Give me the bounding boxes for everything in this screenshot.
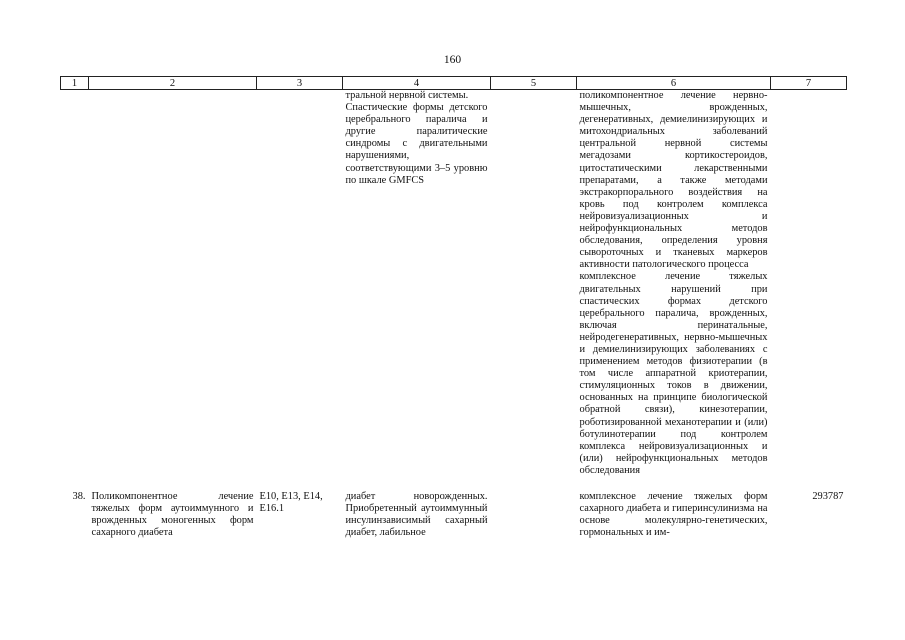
page-number: 160	[443, 54, 462, 66]
table-row-continued	[61, 90, 847, 478]
treatment-profile: Поликомпонентное лечение тяжелых форм аутоиммунного и врожденных моногенных форм сахарного диабета	[91, 491, 254, 539]
treatment-method: поликомпонентное лечение нервно-мышечных, врожденных, дегенеративных, демиелинизирующих и митохондриальных заболеваний центральной нервной системы мегадозами кортикостероидов, цитостатическими лекарственными препаратами, а также методами экстракорпорального воздействия на кровь под контролем комплекса нейровизуализационных и нейрофункциональных методов обследования, определения уровня сывороточных и тканевых маркеров активности патологического процесса комплексное лечение тяжелых двигательных нарушений при спастических формах детского церебрального паралича, врожденных, включая перинатальные, нейродегенеративных, нервно-мышечных и демиелинизирующих заболеваниях с применением методов физиотерапии (в том числе аппаратной криотерапии, стимуляционных токов в движении, основанных на принципе биологической обратной связи), кинезотерапии, роботизированной механотерапии и (или) ботулинотерапии под контролем комплекса нейровизуализационных и (или) нейрофункциональных методов обследования	[579, 90, 768, 476]
column-header-4: 4	[343, 77, 491, 90]
column-header-6: 6	[577, 77, 771, 90]
row-number	[61, 90, 89, 478]
column-number-row	[61, 77, 847, 90]
icd-codes: E10, E13, E14, E16.1	[259, 491, 323, 515]
patient-model: тральной нервной системы. Спастические формы детского церебрального паралича и другие паралитические синдромы с двигательными нарушениями, соответствующими 3–5 уровню по шкале GMFCS	[345, 90, 488, 186]
column-header-3: 3	[257, 77, 343, 90]
column-header-7: 7	[771, 77, 847, 90]
treatment-profile	[89, 90, 257, 478]
patient-model: диабет новорожденных. Приобретенный аутоиммунный инсулинзависимый сахарный диабет, лабильное	[345, 491, 488, 539]
row-spacer	[61, 477, 847, 491]
treatment-type	[491, 90, 577, 478]
services-table	[60, 76, 847, 539]
table-row-38	[61, 491, 847, 539]
standard-cost	[771, 90, 847, 478]
row-number: 38.	[72, 491, 86, 502]
column-header-1: 1	[61, 77, 89, 90]
treatment-type	[491, 491, 577, 539]
column-header-2: 2	[89, 77, 257, 90]
standard-cost: 293787	[812, 491, 844, 502]
icd-codes	[257, 90, 343, 478]
treatment-method: комплексное лечение тяжелых форм сахарного диабета и гиперинсулинизма на основе молекулярно-генетических, гормональных и им-	[579, 491, 768, 539]
column-header-5: 5	[491, 77, 577, 90]
